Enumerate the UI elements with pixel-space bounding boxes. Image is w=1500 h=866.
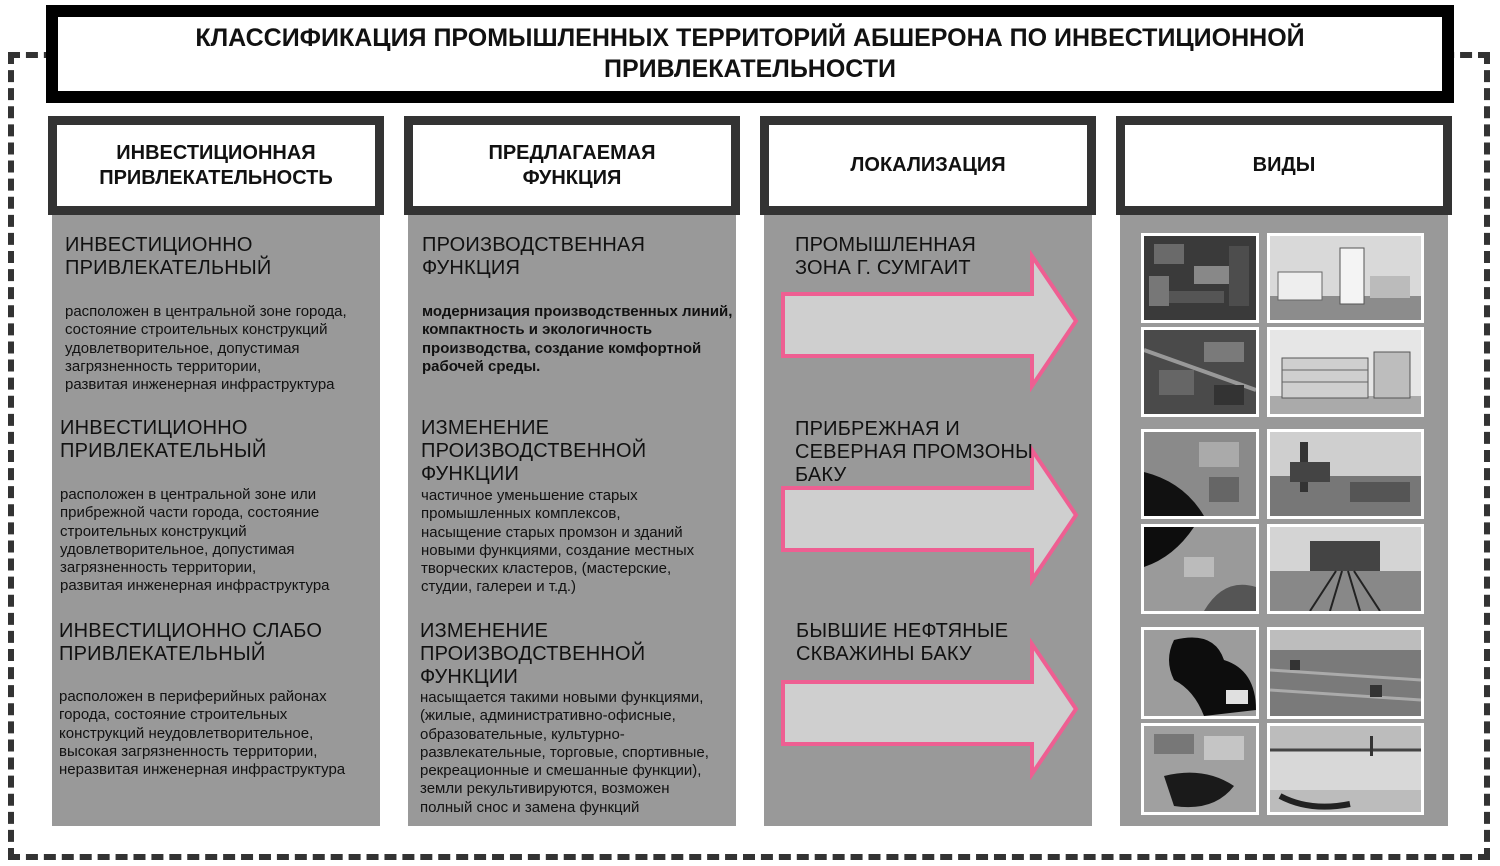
photo-oilfield-landscape [1267,627,1424,719]
photo-factory-building-1 [1267,233,1424,323]
photo-aerial-coast-baku-2 [1141,524,1259,614]
photo-railway-depot [1267,524,1424,614]
header-views [1116,116,1452,215]
photo-oilfield-lake [1267,723,1424,815]
header-localization [760,116,1096,215]
title-box [46,5,1454,103]
header-attractiveness [48,116,384,215]
function-title-3: ИЗМЕНЕНИЕ ПРОИЗВОДСТВЕННОЙ ФУНКЦИИ [420,620,646,688]
attractiveness-text-1: расположен в центральной зоне города, состояние строительных конструкций удовлетворительное, допустимая загрязненность территории, развитая инженерная инфраструктура [65,303,347,394]
function-title-1: ПРОИЗВОДСТВЕННАЯ ФУНКЦИЯ [422,234,646,279]
photo-oil-platform-shore [1267,429,1424,519]
header-localization-label: ЛОКАЛИЗАЦИЯ [769,125,1087,206]
location-3: БЫВШИЕ НЕФТЯНЫЕ СКВАЖИНЫ БАКУ [796,620,1009,665]
photo-aerial-oilfield-1 [1141,627,1259,719]
location-1: ПРОМЫШЛЕННАЯ ЗОНА Г. СУМГАИТ [795,234,977,279]
location-2: ПРИБРЕЖНАЯ И СЕВЕРНАЯ ПРОМЗОНЫ БАКУ [795,418,1034,486]
function-text-1: модернизация производственных линий, компактность и экологичность производства, создание комфортной рабочей среды. [422,303,733,375]
photo-aerial-coast-baku-1 [1141,429,1259,519]
attractiveness-text-2: расположен в центральной зоне или прибрежной части города, состояние строительных конструкций удовлетворительное, допустимая загрязненность территории, развитая инженерная инфраструктура [60,486,330,595]
attractiveness-title-2: ИНВЕСТИЦИОННО ПРИВЛЕКАТЕЛЬНЫЙ [60,417,267,462]
header-function [404,116,740,215]
photo-aerial-oilfield-2 [1141,723,1259,815]
function-text-2: частичное уменьшение старых промышленных комплексов, насыщение старых промзон и зданий новыми функциями, создание местных творческих кластеров, (мастерские, студии, галереи и т.д.) [421,487,695,596]
photo-aerial-sumgait-1 [1141,233,1259,323]
header-views-label: ВИДЫ [1125,125,1443,206]
function-title-2: ИЗМЕНЕНИЕ ПРОИЗВОДСТВЕННОЙ ФУНКЦИИ [421,417,647,485]
function-text-3: насыщается такими новыми функциями, (жилые, административно-офисные, образовательные, культурно- развлекательные, торговые, спортивные, рекреационные и смешанные функции), земли рекультивируются, возможен полный снос и замена функций [420,689,709,816]
attractiveness-title-3: ИНВЕСТИЦИОННО СЛАБО ПРИВЛЕКАТЕЛЬНЫЙ [59,620,323,665]
page-title: КЛАССИФИКАЦИЯ ПРОМЫШЛЕННЫХ ТЕРРИТОРИЙ АБШЕРОНА ПО ИНВЕСТИЦИОННОЙ ПРИВЛЕКАТЕЛЬНОСТИ [58,17,1442,91]
header-attractiveness-label: ИНВЕСТИЦИОННАЯ ПРИВЛЕКАТЕЛЬНОСТЬ [57,125,375,206]
header-function-label: ПРЕДЛАГАЕМАЯ ФУНКЦИЯ [413,125,731,206]
photo-factory-building-2 [1267,327,1424,417]
attractiveness-title-1: ИНВЕСТИЦИОННО ПРИВЛЕКАТЕЛЬНЫЙ [65,234,272,279]
attractiveness-text-3: расположен в периферийных районах города, состояние строительных конструкций неудовлетворительное, высокая загрязненность территории, неразвитая инженерная инфраструктура [59,688,346,779]
photo-aerial-sumgait-2 [1141,327,1259,417]
